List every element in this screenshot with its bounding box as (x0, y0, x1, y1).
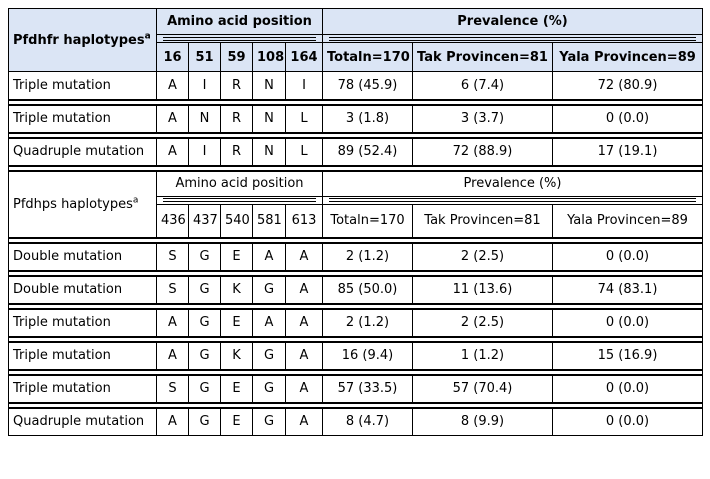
aa-cell: G (253, 342, 286, 370)
table-body (9, 9, 703, 436)
prev-cell: 0 (0.0) (553, 408, 703, 436)
table-row (9, 276, 703, 304)
prev-cell: 0 (0.0) (553, 375, 703, 403)
pos-cell: 108 (253, 43, 286, 72)
aa-cell: A (157, 138, 189, 166)
row-label: Triple mutation (9, 375, 157, 403)
row-label: Double mutation (9, 276, 157, 304)
prev-cell: 89 (52.4) (323, 138, 413, 166)
pos-cell: 51 (189, 43, 221, 72)
aa-cell: A (286, 375, 323, 403)
section1-haplotype-label: Pfdhfr haplotypes (13, 32, 145, 48)
aa-cell: A (286, 408, 323, 436)
aa-cell: I (286, 72, 323, 100)
section1-prev-header: Prevalence (%) (323, 9, 703, 35)
aa-cell: L (286, 105, 323, 133)
prev-cell: 2 (1.2) (323, 309, 413, 337)
pos-cell: 164 (286, 43, 323, 72)
prev-cell: 74 (83.1) (553, 276, 703, 304)
prev-col-header: Yala Provincen=89 (553, 205, 703, 238)
aa-cell: E (221, 309, 253, 337)
prev-cell: 17 (19.1) (553, 138, 703, 166)
prev-cell: 6 (7.4) (413, 72, 553, 100)
row-label: Double mutation (9, 243, 157, 271)
aa-cell: A (286, 243, 323, 271)
aa-cell: I (189, 138, 221, 166)
aa-cell: A (253, 243, 286, 271)
row-label: Triple mutation (9, 72, 157, 100)
aa-cell: A (286, 342, 323, 370)
table-row (9, 375, 703, 403)
prev-col-header: Totaln=170 (323, 205, 413, 238)
section1-haplotype-sup: a (144, 31, 151, 42)
prev-cell: 78 (45.9) (323, 72, 413, 100)
row-label: Triple mutation (9, 105, 157, 133)
prev-cell: 2 (1.2) (323, 243, 413, 271)
aa-cell: N (253, 105, 286, 133)
aa-cell: A (286, 276, 323, 304)
table-row (9, 309, 703, 337)
pos-cell: 437 (189, 205, 221, 238)
section2-prev-header: Prevalence (%) (323, 171, 703, 197)
table-row (9, 408, 703, 436)
pfdhfr-haplotype-header (9, 9, 157, 72)
pos-cell: 59 (221, 43, 253, 72)
aa-cell: K (221, 276, 253, 304)
aa-cell: S (157, 375, 189, 403)
prev-col-header: Tak Provincen=81 (413, 205, 553, 238)
aa-cell: G (189, 375, 221, 403)
aa-cell: R (221, 105, 253, 133)
aa-cell: N (253, 138, 286, 166)
prev-col-header: Tak Provincen=81 (413, 43, 553, 72)
aa-cell: G (189, 276, 221, 304)
haplotype-prevalence-table (8, 8, 703, 436)
aa-cell: E (221, 375, 253, 403)
aa-cell: G (253, 375, 286, 403)
aa-cell: G (189, 309, 221, 337)
prev-cell: 0 (0.0) (553, 105, 703, 133)
table-row (9, 105, 703, 133)
pos-cell: 540 (221, 205, 253, 238)
section1-aa-header: Amino acid position (157, 9, 323, 35)
pos-cell: 436 (157, 205, 189, 238)
section2-aa-header: Amino acid position (157, 171, 323, 197)
aa-cell: S (157, 276, 189, 304)
pfdhps-haplotype-header (9, 171, 157, 238)
table-row (9, 138, 703, 166)
prev-cell: 0 (0.0) (553, 309, 703, 337)
aa-cell: N (253, 72, 286, 100)
pos-cell: 16 (157, 43, 189, 72)
prev-cell: 16 (9.4) (323, 342, 413, 370)
prev-cell: 57 (33.5) (323, 375, 413, 403)
aa-cell: E (221, 243, 253, 271)
aa-cell: E (221, 408, 253, 436)
section2-prev-divider (323, 196, 703, 205)
row-label: Triple mutation (9, 309, 157, 337)
aa-cell: A (157, 105, 189, 133)
prev-cell: 2 (2.5) (413, 309, 553, 337)
section2-haplotype-label: Pfdhps haplotypes (13, 196, 133, 212)
prev-cell: 57 (70.4) (413, 375, 553, 403)
aa-cell: G (189, 243, 221, 271)
aa-cell: A (157, 309, 189, 337)
aa-cell: G (189, 408, 221, 436)
table-row (9, 72, 703, 100)
aa-cell: G (253, 408, 286, 436)
prev-cell: 15 (16.9) (553, 342, 703, 370)
section1-prev-divider (323, 35, 703, 43)
prev-cell: 11 (13.6) (413, 276, 553, 304)
aa-cell: K (221, 342, 253, 370)
prev-cell: 0 (0.0) (553, 243, 703, 271)
aa-cell: I (189, 72, 221, 100)
aa-cell: A (286, 309, 323, 337)
aa-cell: A (157, 72, 189, 100)
aa-cell: G (253, 276, 286, 304)
table-row (9, 342, 703, 370)
aa-cell: A (157, 408, 189, 436)
aa-cell: A (253, 309, 286, 337)
prev-cell: 72 (80.9) (553, 72, 703, 100)
aa-cell: S (157, 243, 189, 271)
aa-cell: R (221, 138, 253, 166)
aa-cell: L (286, 138, 323, 166)
prev-col-header: Yala Provincen=89 (553, 43, 703, 72)
table-row (9, 243, 703, 271)
aa-cell: A (157, 342, 189, 370)
prev-cell: 8 (9.9) (413, 408, 553, 436)
section1-aa-divider (157, 35, 323, 43)
section2-header-row (9, 171, 703, 197)
pos-cell: 581 (253, 205, 286, 238)
aa-cell: G (189, 342, 221, 370)
prev-cell: 3 (3.7) (413, 105, 553, 133)
pos-cell: 613 (286, 205, 323, 238)
prev-cell: 2 (2.5) (413, 243, 553, 271)
row-label: Quadruple mutation (9, 138, 157, 166)
section2-haplotype-sup: a (132, 195, 139, 206)
row-label: Quadruple mutation (9, 408, 157, 436)
section1-header-row (9, 9, 703, 35)
section2-aa-divider (157, 196, 323, 205)
prev-cell: 1 (1.2) (413, 342, 553, 370)
row-label: Triple mutation (9, 342, 157, 370)
prev-cell: 72 (88.9) (413, 138, 553, 166)
prev-cell: 85 (50.0) (323, 276, 413, 304)
prev-col-header: Totaln=170 (323, 43, 413, 72)
aa-cell: R (221, 72, 253, 100)
prev-cell: 3 (1.8) (323, 105, 413, 133)
prev-cell: 8 (4.7) (323, 408, 413, 436)
aa-cell: N (189, 105, 221, 133)
